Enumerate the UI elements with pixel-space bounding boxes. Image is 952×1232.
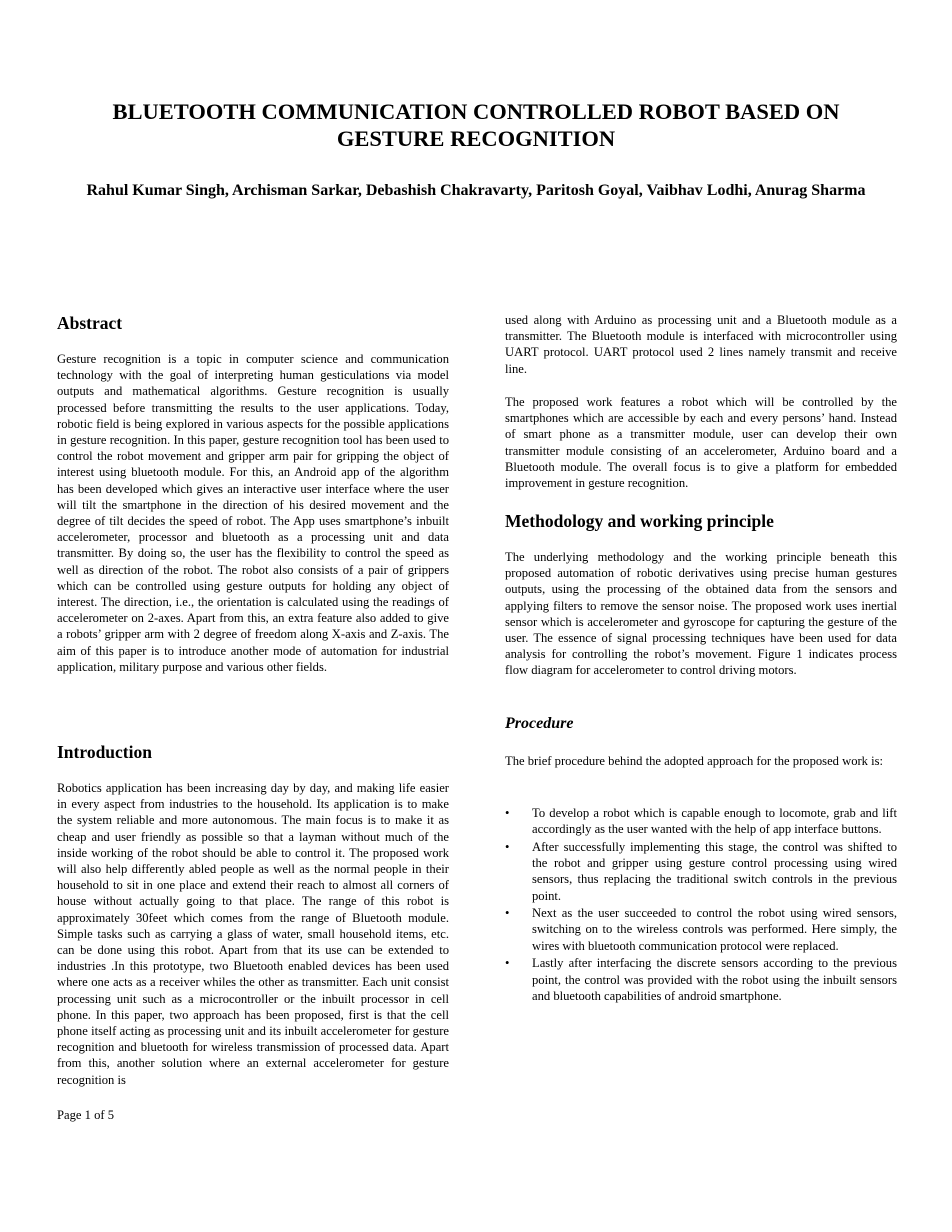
methodology-text: The underlying methodology and the working principle beneath this proposed automation of robotic derivatives using precise human gestures outputs, using the processing of the obtained data from the sensors and applying filters to remove the sensor noise. The proposed work uses inertial sensor which is accelerometer and gyroscope for capturing the gesture of the user. The essence of signal processing techniques have been used for data analysis for controlling the robot’s movement. Figure 1 indicates process flow diagram for accelerometer to control driving motors. (505, 550, 897, 678)
list-item: • To develop a robot which is capable enough to locomote, grab and lift accordingly as the user wanted with the help of app interface buttons. (505, 806, 897, 837)
list-item: • Next as the user succeeded to control the robot using wired sensors, switching on to the wireless controls was performed. Here simply, the wires with bluetooth communication protocol were replaced. (505, 906, 897, 953)
proposed-work-paragraph: The proposed work features a robot which will be controlled by the smartphones which are accessible by each and every persons’ hand. Instead of smart phone as a transmitter module, user can develop their own transmitter module consisting of an accelerometer, Arduino board and a Bluetooth module. The overall focus is to give a platform for embedded improvement in gesture recognition. (505, 395, 897, 491)
intro-continued-paragraph: used along with Arduino as processing unit and a Bluetooth module as a transmitter. The Bluetooth module is interfaced with microcontroller using UART protocol. UART protocol used 2 lines namely transmit and receive line. (505, 313, 897, 376)
bullet-icon: • (505, 956, 510, 971)
abstract-heading: Abstract (57, 313, 123, 333)
abstract-text: Gesture recognition is a topic in computer science and communication technology with the goal of interpreting human gesticulations via model outputs and mathematical algorithms. Gesture recognition is usually processed before transmitting the results to the user applications. Today, robotic field is being explored in various aspects for the possible applications in gesture recognition. In this paper, gesture recognition tool has been used to control the robot movement and gripper arm pair for gripping the object of interest using bluetooth module. For this, an Android app of the algorithm has been developed which gives an interactive user interface where the user will tilt the smartphone in the direction of his desired movement and the degree of tilt decides the speed of robot. The App uses smartphone’s inbuilt accelerometer, processor and bluetooth as a processing unit and data transmitter. By doing so, the user has the flexibility to control the speed as well as direction of the robot. The robot also consists of a pair of grippers which can be controlled using gesture outputs for holding any object of interest. The direction, i.e., the orientation is calculated using the readings of accelerometer on 2-axes. Apart from this, an extra feature also added to give a robots’ gripper arm with 2 degree of freedom along X-axis and Z-axis. The aim of this paper is to introduce another mode of automation for industrial application, military purpose and various other fields. (57, 352, 449, 674)
procedure-heading: Procedure (505, 715, 574, 732)
introduction-text: Robotics application has been increasing day by day, and making life easier in every aspect from industries to the household. Its application is to make the system reliable and more autonomous. The main focus is to make it as cheap and user friendly as possible so that a layman without much of the inside working of the robot should be able to control it. The proposed work will also help differently abled people as well as the normal people in their household to sit in one place and extend their reach to almost all corners of house without actually going to that place. The range of this robot is approximately 30feet which comes from the range of Bluetooth module. Simple tasks such as carrying a glass of water, small household items, etc. can be done using this robot. Apart from that its use can be extended to industries .In this prototype, two Bluetooth enabled devices has been used where one acts as a receiver whiles the other as transmitter. Each unit consist processing unit such as a microcontroller or the inbuilt processor in cell phone. In this paper, two approach has been proposed, first is that the cell phone itself acting as processing unit and its inbuilt accelerometer for gesture recognition and bluetooth for wireless transmission of processed data. Apart from this, another solution where an external accelerometer for gesture recognition is (57, 781, 449, 1087)
list-item: • Lastly after interfacing the discrete sensors according to the previous point, the control was provided with the robot using the inbuilt sensors and bluetooth capabilities of android smartphone. (505, 956, 897, 1003)
paper-title: BLUETOOTH COMMUNICATION CONTROLLED ROBOT BASED ON GESTURE RECOGNITION (112, 99, 840, 151)
procedure-text: The brief procedure behind the adopted approach for the proposed work is: (505, 754, 884, 768)
page-number: Page 1 of 5 (57, 1108, 115, 1122)
procedure-list (505, 805, 897, 1005)
list-item: • After successfully implementing this stage, the control was shifted to the robot and gripper using gesture control processing using wired sensors, thus replacing the traditional switch controls in the previous point. (505, 839, 897, 903)
methodology-heading: Methodology and working principle (505, 511, 774, 531)
author-list: Rahul Kumar Singh, Archisman Sarkar, Debashish Chakravarty, Paritosh Goyal, Vaibhav Lodhi, Anurag Sharma (86, 182, 866, 199)
introduction-heading: Introduction (57, 742, 152, 762)
bullet-icon: • (505, 839, 510, 854)
bullet-icon: • (505, 806, 510, 820)
bullet-icon: • (505, 906, 510, 921)
